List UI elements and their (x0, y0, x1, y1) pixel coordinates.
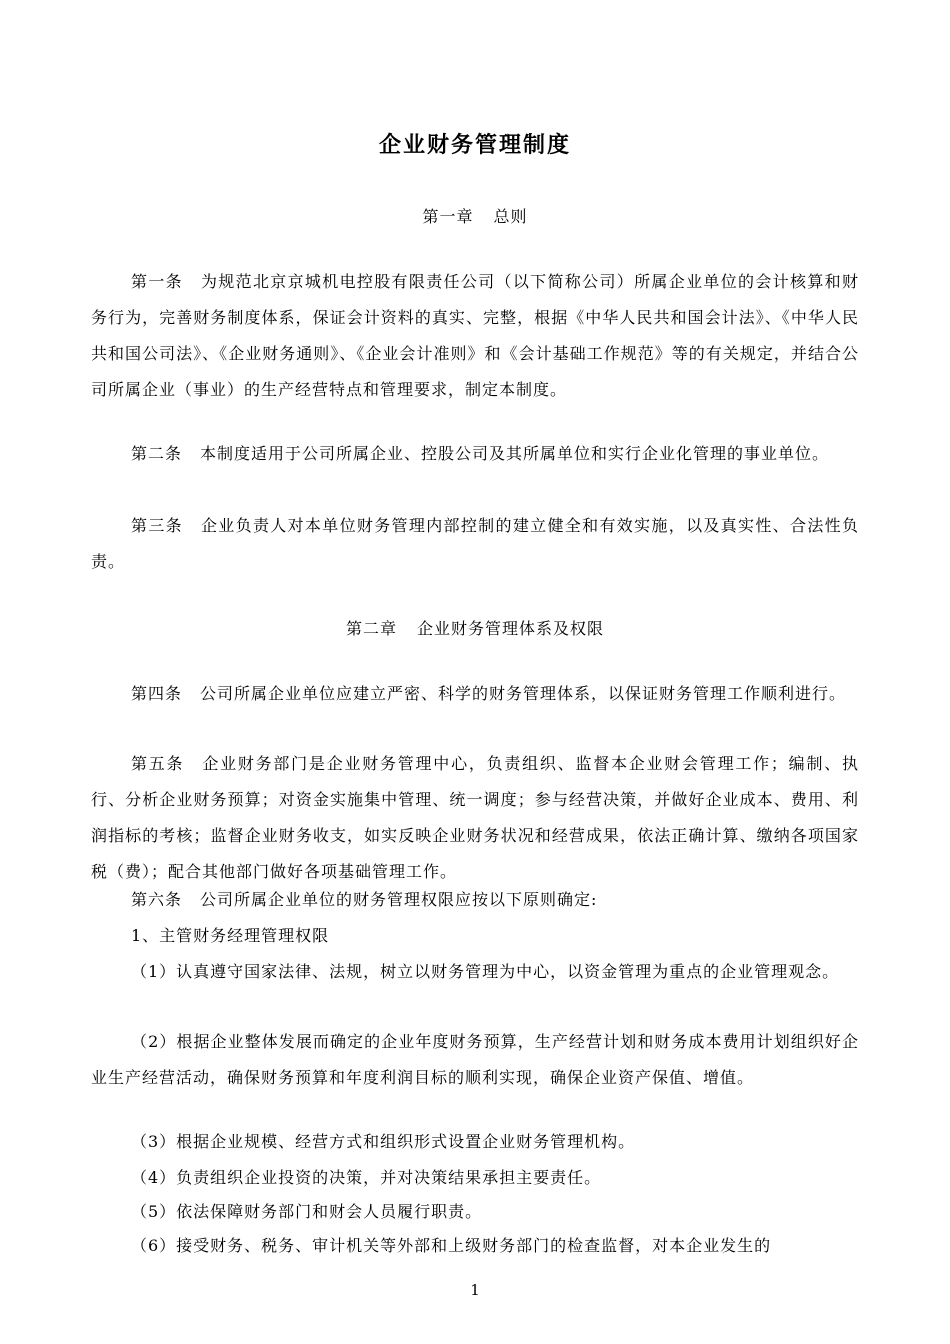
article-4-text: 公司所属企业单位应建立严密、科学的财务管理体系，以保证财务管理工作顺利进行。 (200, 684, 847, 703)
document-title: 企业财务管理制度 (378, 132, 571, 158)
page-number: 1 (470, 1281, 480, 1299)
chapter-2-heading (0, 616, 950, 639)
article-1 (91, 264, 859, 408)
article-2-label: 第二条 (131, 444, 183, 463)
article-5 (91, 746, 859, 890)
article-6 (91, 882, 859, 918)
article-2 (91, 436, 859, 472)
article-5-label: 第五条 (131, 754, 185, 773)
section-1-heading: 1、主管财务经理管理权限 (131, 926, 330, 945)
chapter-2-name: 企业财务管理体系及权限 (417, 619, 605, 638)
article-3 (91, 508, 859, 580)
article-2-text: 本制度适用于公司所属企业、控股公司及其所属单位和实行企业化管理的事业单位。 (200, 444, 830, 463)
item-3: （3）根据企业规模、经营方式和组织形式设置企业财务管理机构。 (131, 1132, 636, 1151)
article-3-label: 第三条 (131, 516, 183, 535)
article-3-text: 企业负责人对本单位财务管理内部控制的建立健全和有效实施，以及真实性、合法性负责。 (91, 516, 859, 571)
chapter-1-number: 第一章 (422, 207, 474, 226)
article-4-label: 第四条 (131, 684, 183, 703)
article-5-text: 企业财务部门是企业财务管理中心，负责组织、监督本企业财会管理工作；编制、执行、分析企业财务预算；对资金实施集中管理、统一调度；参与经营决策，并做好企业成本、费用、利润指标的考核；监督企业财务收支，如实反映企业财务状况和经营成果，依法正确计算、缴纳各项国家税（费）；配合其他部门做好各项基础管理工作。 (91, 754, 859, 881)
article-1-label: 第一条 (131, 272, 183, 291)
item-6: （6）接受财务、税务、审计机关等外部和上级财务部门的检查监督，对本企业发生的 (131, 1236, 772, 1255)
article-6-label: 第六条 (131, 890, 183, 909)
item-2: （2）根据企业整体发展而确定的企业年度财务预算，生产经营计划和财务成本费用计划组织好企业生产经营活动，确保财务预算和年度利润目标的顺利实现，确保企业资产保值、增值。 (91, 1032, 859, 1087)
article-4 (91, 676, 859, 712)
chapter-2-number: 第二章 (345, 619, 397, 638)
item-4: （4）负责组织企业投资的决策，并对决策结果承担主要责任。 (131, 1168, 602, 1187)
article-6-text: 公司所属企业单位的财务管理权限应按以下原则确定: (200, 890, 598, 909)
chapter-1-heading (0, 204, 950, 227)
item-5: （5）依法保障财务部门和财会人员履行职责。 (131, 1202, 483, 1221)
item-1: （1）认真遵守国家法律、法规，树立以财务管理为中心，以资金管理为重点的企业管理观念。 (131, 962, 840, 981)
chapter-1-name: 总则 (493, 207, 528, 226)
article-1-text: 为规范北京京城机电控股有限责任公司（以下简称公司）所属企业单位的会计核算和财务行为，完善财务制度体系，保证会计资料的真实、完整，根据《中华人民共和国会计法》、《中华人民共和国公司法》、《企业财务通则》、《企业会计准则》和《会计基础工作规范》等的有关规定，并结合公司所属企业（事业）的生产经营特点和管理要求，制定本制度。 (91, 272, 859, 399)
